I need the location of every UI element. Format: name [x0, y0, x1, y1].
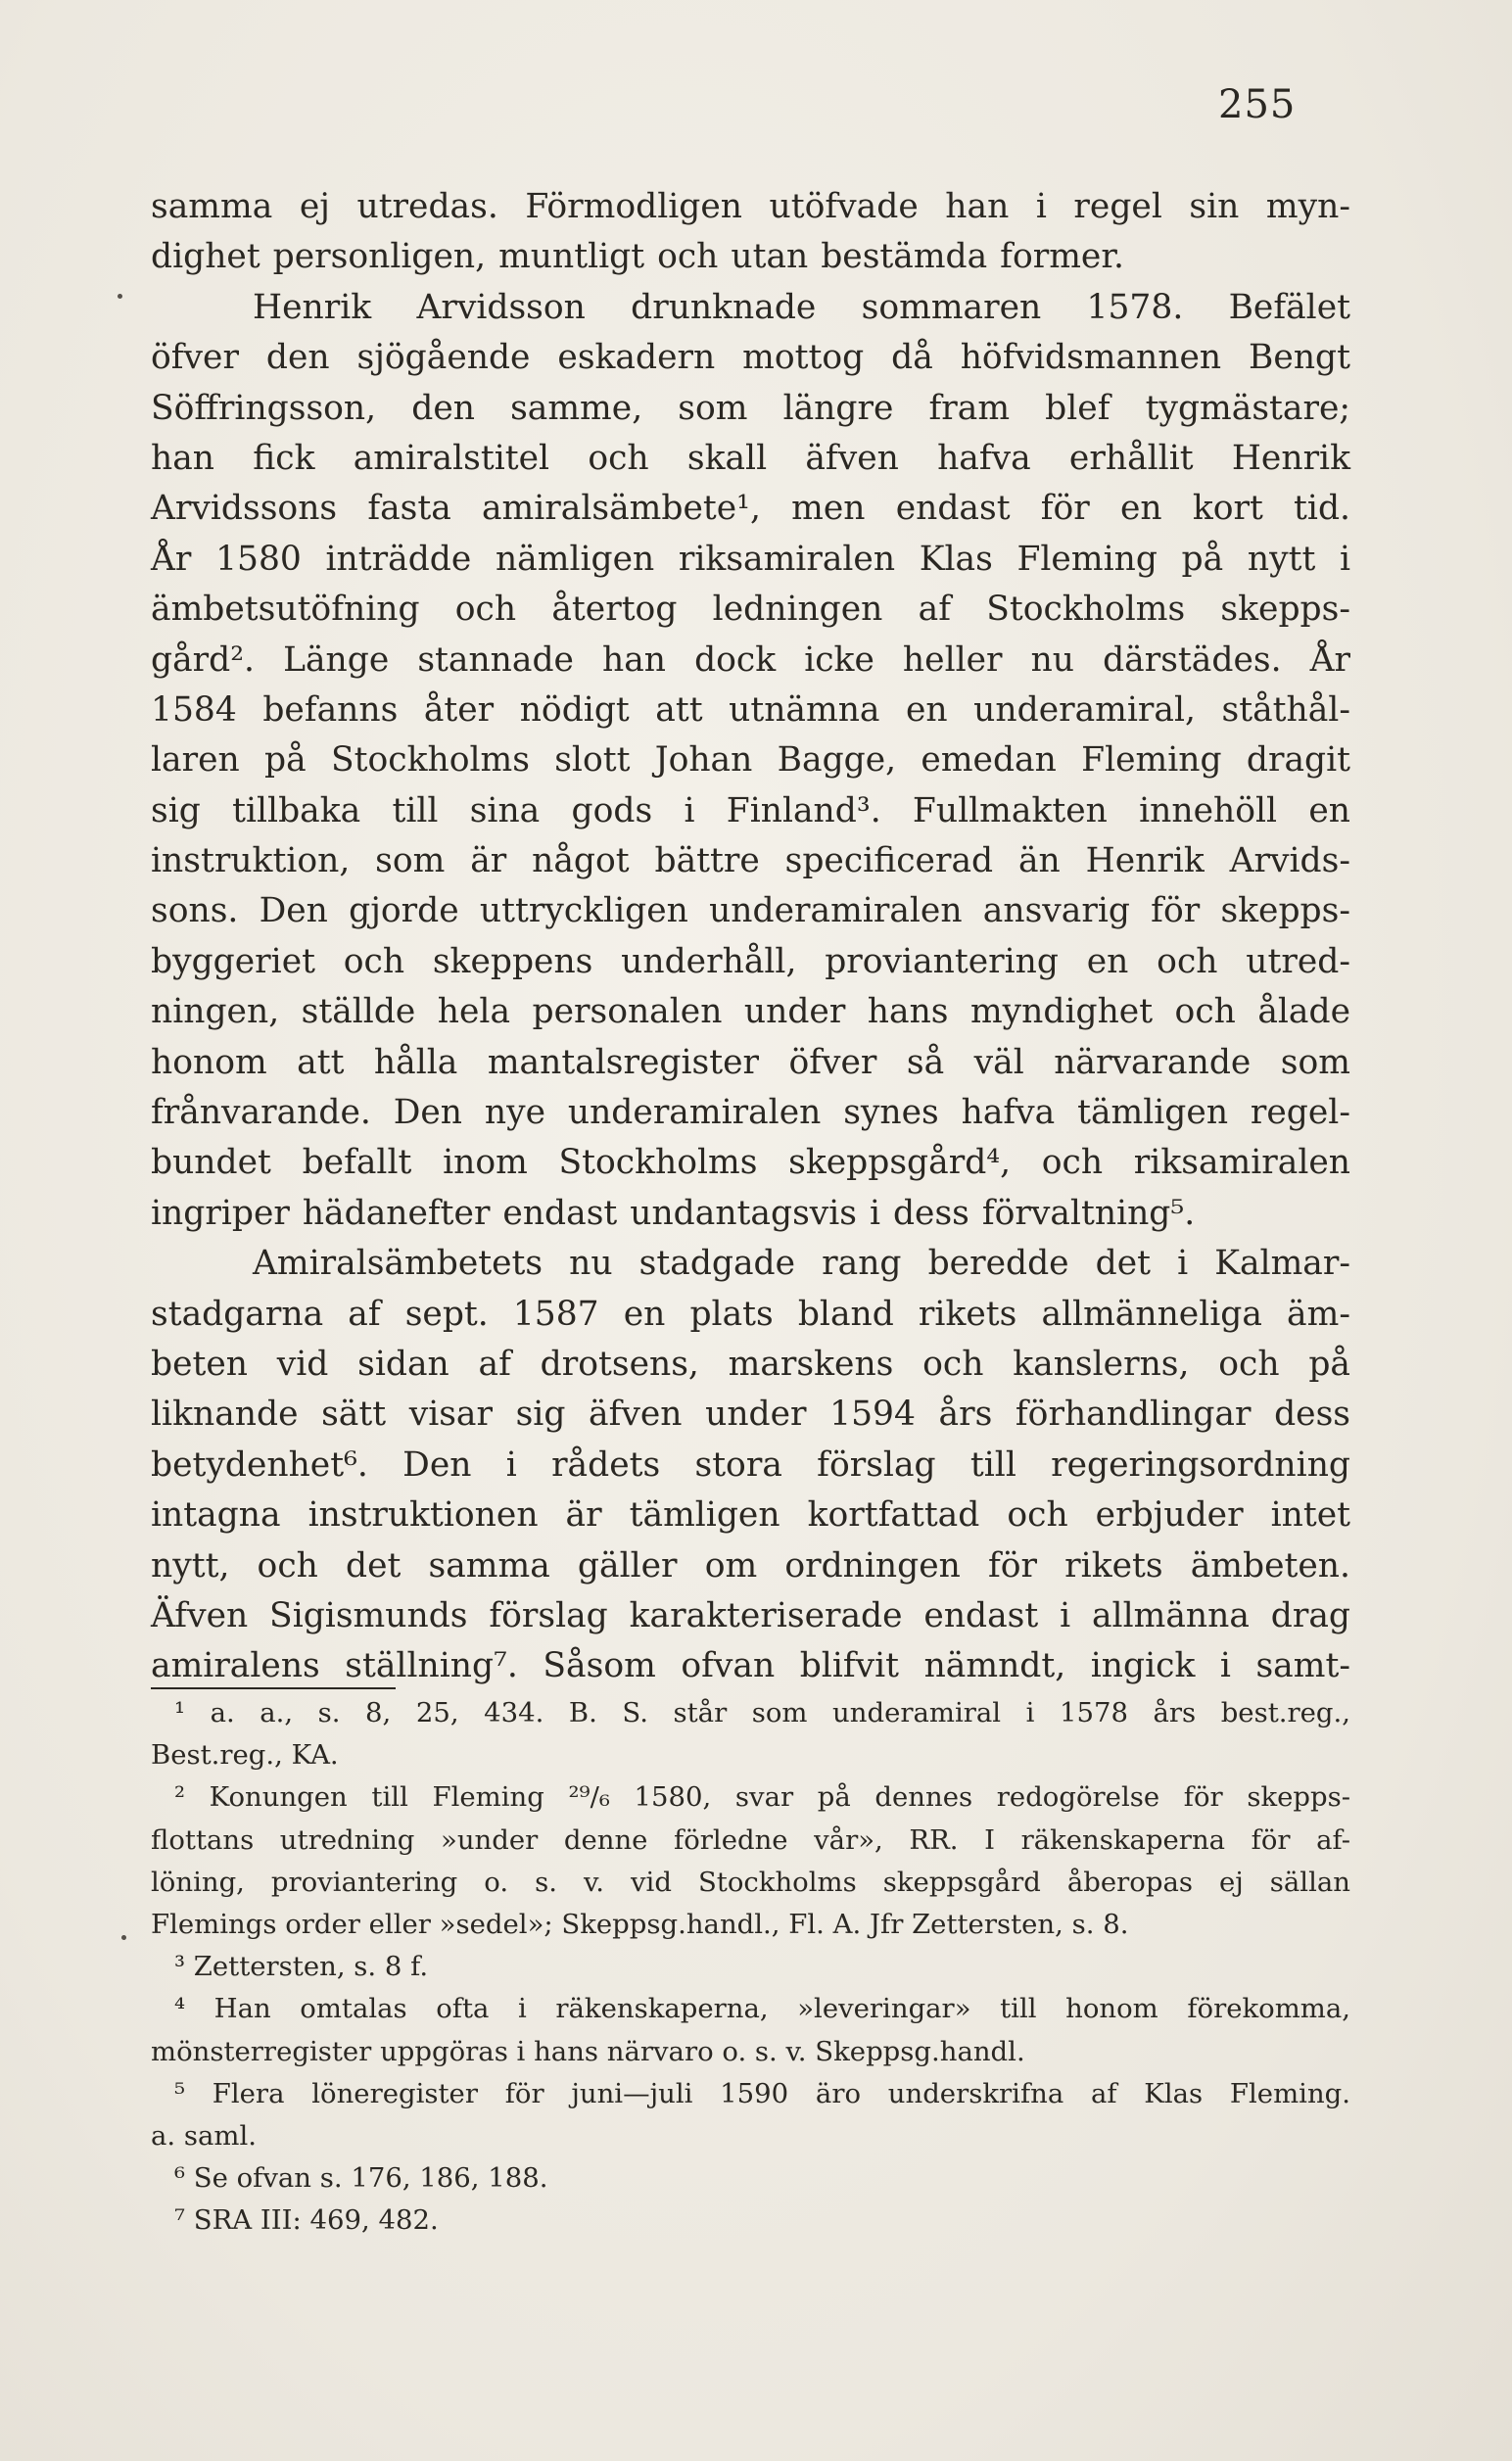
footnote-line: ⁴ Han omtalas ofta i räkenskaperna, »leveringar» till honom förekomma, — [174, 1993, 1350, 2025]
text-line: betydenhet⁶. Den i rådets stora förslag till regeringsordning — [151, 1444, 1350, 1485]
text-line: bundet befallt inom Stockholms skeppsgård⁴, och riksamiralen — [151, 1143, 1350, 1183]
text-line: 1584 befanns åter nödigt att utnämna en underamiral, ståthål- — [151, 689, 1350, 730]
footnote-line: ⁵ Flera löneregister för juni—juli 1590 äro underskrifna af Klas Fleming. — [174, 2077, 1350, 2109]
text-line: Arvidssons fasta amiralsämbete¹, men endast för en kort tid. — [151, 489, 1350, 529]
footnote-line: ³ Zettersten, s. 8 f. — [174, 1951, 429, 1983]
text-line: stadgarna af sept. 1587 en plats bland rikets allmänneliga äm- — [151, 1294, 1350, 1334]
text-line: liknande sätt visar sig äfven under 1594 års förhandlingar dess — [151, 1395, 1350, 1435]
footnote-line: a. saml. — [151, 2119, 257, 2152]
text-line: byggeriet och skeppens underhåll, proviantering en och utred- — [151, 941, 1350, 981]
text-line: instruktion, som är något bättre specificerad än Henrik Arvids- — [151, 841, 1350, 881]
text-line: Söffringsson, den samme, som längre fram blef tygmästare; — [151, 388, 1350, 428]
text-line: Äfven Sigismunds förslag karakteriserade endast i allmänna drag — [151, 1595, 1350, 1635]
text-line: öfver den sjögående eskadern mottog då höfvidsmannen Bengt — [151, 338, 1350, 378]
paper-speck — [118, 294, 122, 299]
footnote-line: ¹ a. a., s. 8, 25, 434. B. S. står som underamiral i 1578 års best.reg., — [174, 1697, 1350, 1728]
text-line: intagna instruktionen är tämligen kortfattad och erbjuder intet — [151, 1495, 1350, 1536]
footnote-line: Best.reg., KA. — [151, 1739, 339, 1772]
text-line: gård². Länge stannade han dock icke heller nu därstädes. År — [151, 639, 1350, 680]
page-number: 255 — [1218, 82, 1297, 127]
text-line: ningen, ställde hela personalen under hans myndighet och ålade — [151, 992, 1350, 1032]
text-line: dighet personligen, muntligt och utan bestämda former. — [151, 237, 1125, 277]
text-line: År 1580 inträdde nämligen riksamiralen Klas Fleming på nytt i — [151, 539, 1350, 579]
text-line: Henrik Arvidsson drunknade sommaren 1578. Befälet — [253, 287, 1350, 327]
footnote-line: mönsterregister uppgöras i hans närvaro o. s. v. Skeppsg.handl. — [151, 2035, 1025, 2067]
text-line: han fick amiralstitel och skall äfven hafva erhållit Henrik — [151, 438, 1350, 478]
text-line: frånvarande. Den nye underamiralen synes hafva tämligen regel- — [151, 1093, 1350, 1133]
text-line: beten vid sidan af drotsens, marskens och kanslerns, och på — [151, 1344, 1350, 1384]
footnotes — [151, 1692, 1350, 2242]
text-line: sig tillbaka till sina gods i Finland³. Fullmakten innehöll en — [151, 790, 1350, 830]
text-line: samma ej utredas. Förmodligen utöfvade han i regel sin myn- — [151, 187, 1350, 226]
text-line: ingriper hädanefter endast undantagsvis i dess förvaltning⁵. — [151, 1193, 1196, 1233]
text-line: laren på Stockholms slott Johan Bagge, emedan Fleming dragit — [151, 740, 1350, 781]
footnote-line: ⁶ Se ofvan s. 176, 186, 188. — [174, 2162, 548, 2195]
footnote-line: Flemings order eller »sedel»; Skeppsg.handl., Fl. A. Jfr Zettersten, s. 8. — [151, 1908, 1129, 1940]
text-line: nytt, och det samma gäller om ordningen för rikets ämbeten. — [151, 1545, 1350, 1585]
footnote-line: flottans utredning »under denne förledne vår», RR. I räkenskaperna för af- — [151, 1823, 1350, 1856]
text-line: amiralens ställning⁷. Såsom ofvan blifvit nämndt, ingick i samt- — [151, 1646, 1350, 1686]
footnote-line: ⁷ SRA III: 469, 482. — [174, 2204, 439, 2237]
footnote-separator — [151, 1687, 396, 1689]
paper-speck — [121, 1935, 126, 1940]
footnote-line: ² Konungen till Fleming ²⁹/₆ 1580, svar på dennes redogörelse för skepps- — [174, 1781, 1350, 1814]
text-line: sons. Den gjorde uttryckligen underamiralen ansvarig för skepps- — [151, 891, 1350, 931]
text-line: honom att hålla mantalsregister öfver så väl närvarande som — [151, 1042, 1350, 1082]
text-line: ämbetsutöfning och återtog ledningen af Stockholms skepps- — [151, 590, 1350, 630]
text-line: Amiralsämbetets nu stadgade rang beredde det i Kalmar- — [253, 1244, 1350, 1284]
footnote-line: löning, proviantering o. s. v. vid Stockholms skeppsgård åberopas ej sällan — [151, 1866, 1350, 1898]
body-text — [151, 182, 1350, 1692]
